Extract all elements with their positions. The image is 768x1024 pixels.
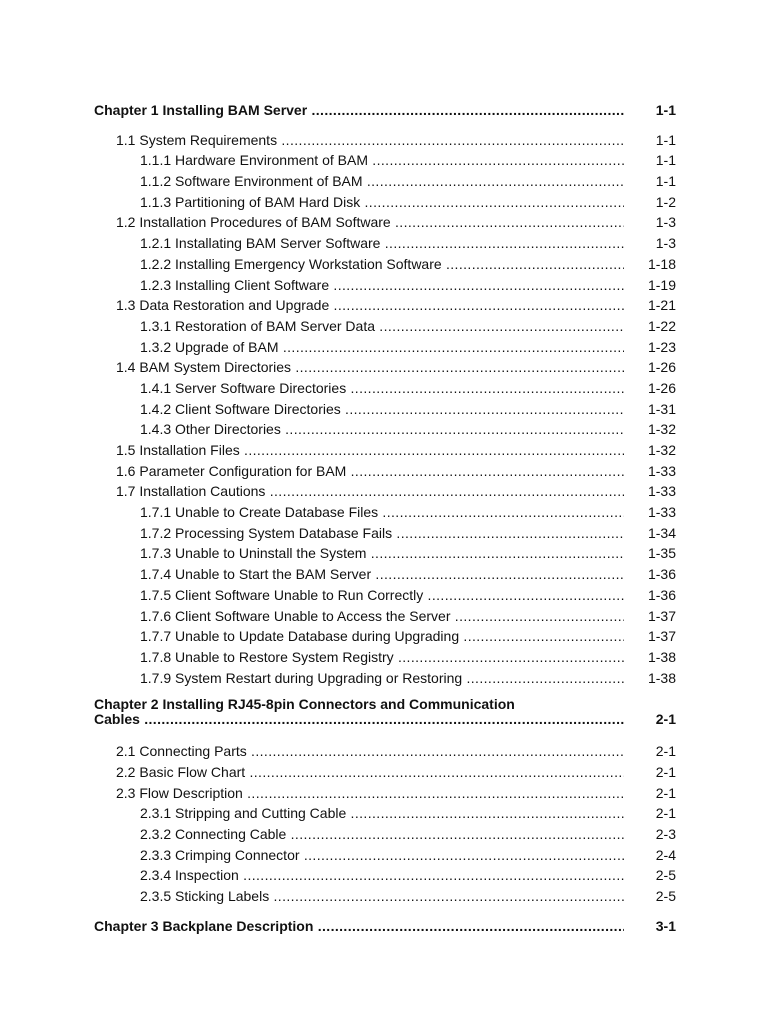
toc-entry-page: 1-38 <box>647 669 676 686</box>
toc-entry-page: 2-1 <box>655 805 676 822</box>
toc-entry-page: 1-33 <box>647 462 676 479</box>
toc-entry-title: 1.4 BAM System Directories ..... <box>116 357 624 378</box>
toc-entry-title: 2.1 Connecting Parts ..... <box>116 741 624 762</box>
toc-entry-title: 1.2.3 Installing Client Software ..... <box>140 275 624 296</box>
toc-entry-page: 1-37 <box>647 607 676 624</box>
toc-entry-title: 1.7.4 Unable to Start the BAM Server ..... <box>140 564 624 585</box>
toc-entry-page: 1-36 <box>647 566 676 583</box>
toc-entry-page: 2-3 <box>655 826 676 842</box>
toc-entry[interactable] <box>94 803 676 824</box>
toc-entry-title: 1.7.2 Processing System Database Fails ..... <box>140 523 624 544</box>
toc-entry[interactable] <box>94 378 676 399</box>
toc-entry-title: Cables ..... <box>94 712 624 727</box>
toc-entry-title: 1.5 Installation Files ..... <box>116 440 624 461</box>
toc-entry-page: 1-26 <box>647 359 676 376</box>
toc-entry-title: 1.4.2 Client Software Directories ..... <box>140 399 624 420</box>
toc-entry-title: 2.2 Basic Flow Chart ..... <box>116 762 624 783</box>
toc-entry-title: 1.6 Parameter Configuration for BAM ..... <box>116 461 624 482</box>
toc-entry-title: 1.1.1 Hardware Environment of BAM ..... <box>140 150 624 171</box>
toc-entry-page: 1-35 <box>647 545 676 562</box>
toc-entry-page: 1-23 <box>647 338 676 355</box>
toc-entry[interactable] <box>94 357 676 378</box>
toc-entry-title: 1.4.3 Other Directories ..... <box>140 419 624 440</box>
toc-entry-page: 1-21 <box>647 297 676 314</box>
toc-entry[interactable] <box>94 523 676 544</box>
toc-entry-title: 2.3.1 Stripping and Cutting Cable ..... <box>140 803 624 824</box>
toc-entry-page: 1-3 <box>655 235 676 252</box>
toc-entry-page: 2-1 <box>655 784 676 801</box>
toc-entry-page: 1-32 <box>647 442 676 458</box>
toc-entry-title: 2.3.3 Crimping Connector ..... <box>140 845 624 866</box>
toc-entry[interactable] <box>94 212 676 233</box>
toc-entry-title: 1.7.9 System Restart during Upgrading or Restoring ..... <box>140 668 624 689</box>
toc-entry-page: 1-1 <box>655 173 676 190</box>
toc-entry[interactable] <box>94 606 676 627</box>
toc-entry[interactable] <box>94 130 676 151</box>
toc-chapter-2[interactable] <box>94 712 676 727</box>
toc-entry-title: 1.2 Installation Procedures of BAM Software ..... <box>116 212 624 233</box>
toc-entry-title: 1.1 System Requirements ..... <box>116 130 624 151</box>
toc-entry[interactable] <box>94 824 676 845</box>
toc-entry-page: 2-1 <box>655 763 676 780</box>
toc-entry-page: 1-33 <box>647 483 676 500</box>
toc-entry-title: 1.7.6 Client Software Unable to Access the Server ..... <box>140 606 624 627</box>
toc-entry-title: 2.3 Flow Description ..... <box>116 783 624 804</box>
toc-entry-title: Chapter 2 Installing RJ45-8pin Connectors and Communication <box>94 696 515 713</box>
toc-entry[interactable] <box>94 741 676 762</box>
toc-entry-title: 1.2.1 Installating BAM Server Software ..... <box>140 233 624 254</box>
toc-entry-title: 1.3.1 Restoration of BAM Server Data ..... <box>140 316 624 337</box>
toc-entry[interactable] <box>94 461 676 482</box>
toc-entry-title: 1.7.1 Unable to Create Database Files ..... <box>140 502 624 523</box>
toc-entry[interactable] <box>94 543 676 564</box>
toc-entry[interactable] <box>94 865 676 886</box>
toc-entry-page: 2-1 <box>655 711 676 728</box>
toc-entry-page: 1-31 <box>647 400 676 417</box>
toc-chapter-3[interactable] <box>94 916 676 937</box>
toc-entry-page: 1-1 <box>655 152 676 169</box>
toc-entry[interactable] <box>94 295 676 316</box>
toc-entry-page: 1-32 <box>647 421 676 438</box>
toc-entry-title: 1.4.1 Server Software Directories ..... <box>140 378 624 399</box>
toc-entry-page: 3-1 <box>655 917 676 934</box>
toc-entry[interactable] <box>94 502 676 523</box>
toc-entry[interactable] <box>94 585 676 606</box>
toc-entry-page: 1-33 <box>647 504 676 521</box>
toc-entry[interactable] <box>94 419 676 440</box>
toc-entry-title: 1.7 Installation Cautions ..... <box>116 481 624 502</box>
table-of-contents <box>94 100 676 936</box>
toc-entry-page: 1-36 <box>647 586 676 603</box>
toc-entry[interactable] <box>94 564 676 585</box>
toc-entry[interactable] <box>94 762 676 783</box>
toc-entry[interactable] <box>94 886 676 907</box>
toc-entry-title: 1.7.5 Client Software Unable to Run Correctly ..... <box>140 585 624 606</box>
toc-entry-page: 2-5 <box>655 867 676 884</box>
toc-entry[interactable] <box>94 316 676 337</box>
toc-entry-page: 1-3 <box>655 214 676 231</box>
spacer <box>94 907 676 916</box>
toc-entry-page: 1-18 <box>647 255 676 272</box>
toc-entry[interactable] <box>94 192 676 213</box>
toc-entry[interactable] <box>94 481 676 502</box>
toc-entry-title: 1.7.3 Unable to Uninstall the System ..... <box>140 543 624 564</box>
toc-entry[interactable] <box>94 845 676 866</box>
toc-entry[interactable] <box>94 440 676 461</box>
toc-entry[interactable] <box>94 399 676 420</box>
toc-entry-page: 2-1 <box>655 743 676 760</box>
toc-entry[interactable] <box>94 150 676 171</box>
toc-entry-title: 1.2.2 Installing Emergency Workstation Software ..... <box>140 254 624 275</box>
toc-entry-page: 1-22 <box>647 317 676 334</box>
toc-entry-title: 2.3.5 Sticking Labels ..... <box>140 886 624 907</box>
toc-entry-page: 1-19 <box>647 276 676 293</box>
toc-entry-page: 1-2 <box>655 193 676 210</box>
chapter-1-entries <box>94 130 676 689</box>
toc-entry[interactable] <box>94 668 676 689</box>
toc-entry[interactable] <box>94 647 676 668</box>
toc-entry-title: 1.3.2 Upgrade of BAM ..... <box>140 337 624 358</box>
toc-entry-title: 1.7.7 Unable to Update Database during Upgrading ..... <box>140 626 624 647</box>
spacer <box>94 121 676 130</box>
toc-entry-title: Chapter 3 Backplane Description ..... <box>94 916 624 937</box>
toc-entry-page: 1-26 <box>647 379 676 396</box>
toc-entry[interactable] <box>94 254 676 275</box>
toc-entry-page: 2-4 <box>655 846 676 863</box>
spacer <box>94 727 676 741</box>
toc-entry-title: 1.1.3 Partitioning of BAM Hard Disk ..... <box>140 192 624 213</box>
toc-entry-page: 2-5 <box>655 888 676 905</box>
chapter-2-entries <box>94 741 676 907</box>
toc-chapter-1[interactable] <box>94 100 676 121</box>
toc-entry-title: 2.3.2 Connecting Cable ..... <box>140 824 624 845</box>
toc-entry[interactable] <box>94 337 676 358</box>
toc-entry-title: 1.1.2 Software Environment of BAM ..... <box>140 171 624 192</box>
toc-entry-page: 1-1 <box>655 131 676 148</box>
toc-entry-title: 2.3.4 Inspection ..... <box>140 865 624 886</box>
toc-entry-title: 1.3 Data Restoration and Upgrade ..... <box>116 295 624 316</box>
toc-entry[interactable] <box>94 233 676 254</box>
toc-entry-page: 1-1 <box>655 102 676 118</box>
toc-entry-page: 1-38 <box>647 648 676 665</box>
toc-entry[interactable] <box>94 275 676 296</box>
toc-entry-title: Chapter 1 Installing BAM Server ..... <box>94 100 624 121</box>
toc-chapter-2-line-1[interactable] <box>94 697 676 712</box>
toc-entry[interactable] <box>94 626 676 647</box>
toc-entry-page: 1-34 <box>647 524 676 541</box>
toc-entry-title: 1.7.8 Unable to Restore System Registry ..... <box>140 647 624 668</box>
toc-entry-page: 1-37 <box>647 628 676 645</box>
toc-entry[interactable] <box>94 783 676 804</box>
toc-entry[interactable] <box>94 171 676 192</box>
